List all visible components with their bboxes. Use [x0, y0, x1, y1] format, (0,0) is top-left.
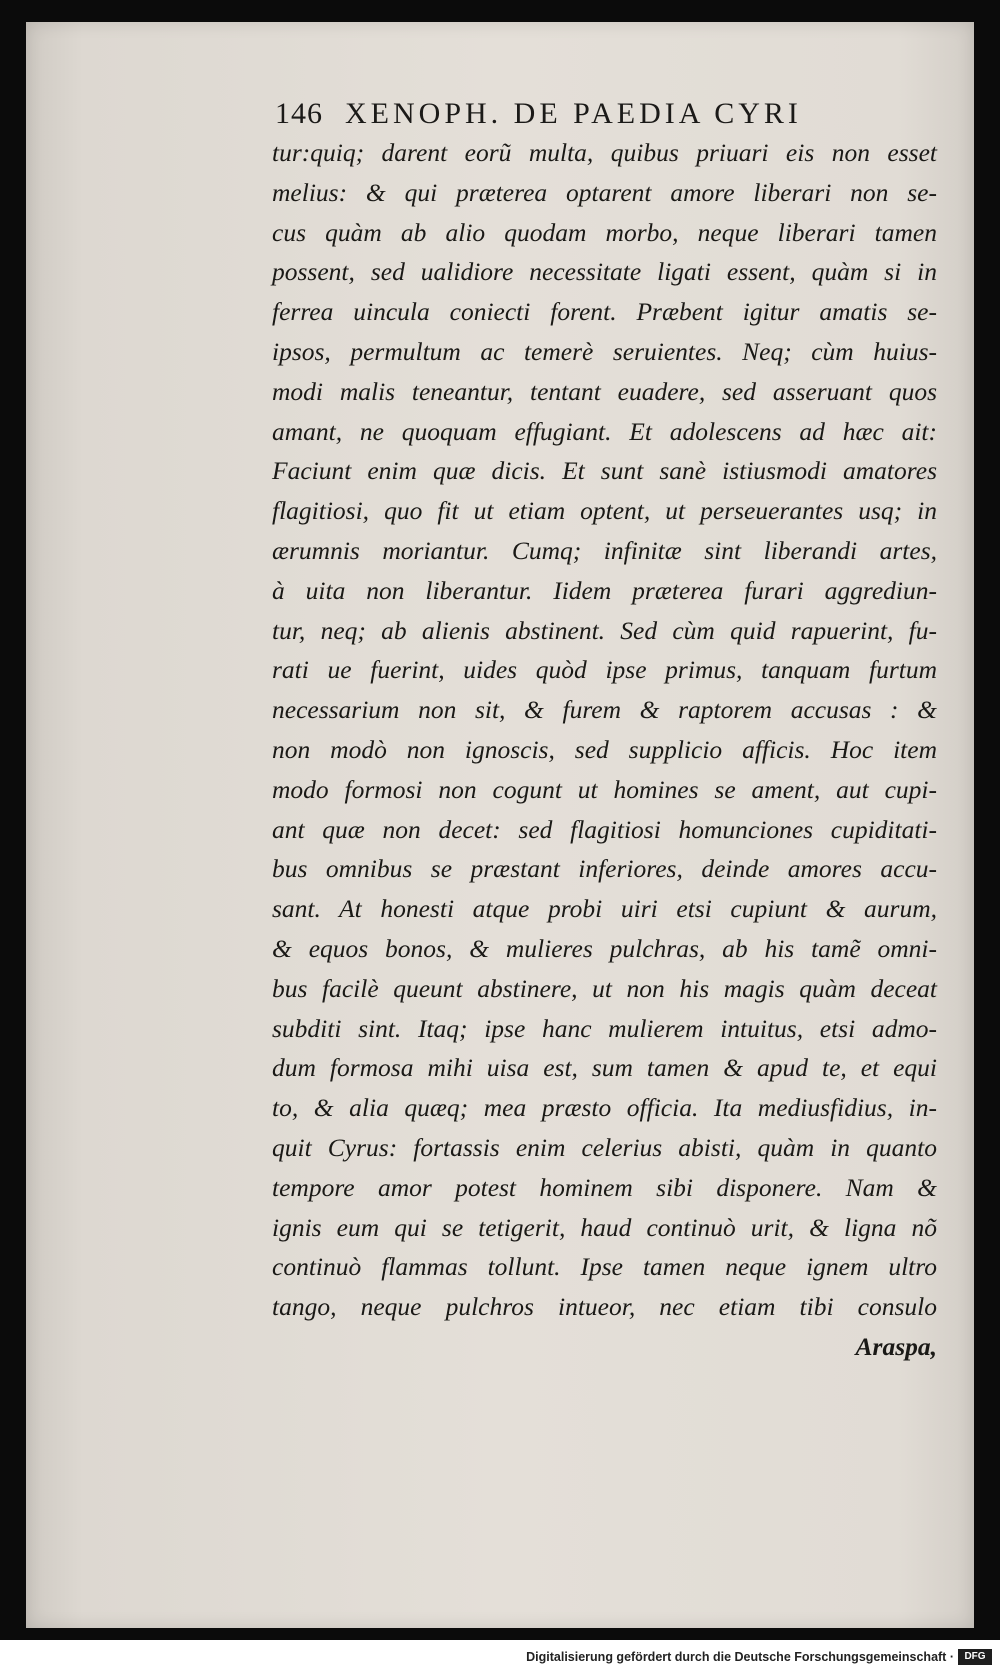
- text-line: quit Cyrus: fortassis enim celerius abisti, quàm in quanto: [272, 1132, 937, 1162]
- text-line: modo formosi non cogunt ut homines se ament, aut cupi-: [272, 774, 937, 804]
- text-line: ignis eum qui se tetigerit, haud continuò urit, & ligna nõ: [272, 1212, 937, 1242]
- running-head: [275, 97, 875, 131]
- text-line: ferrea uincula coniecti forent. Prӕbent igitur amatis se-: [272, 297, 937, 327]
- text-line: dum formosa mihi uisa est, sum tamen & apud te, et equi: [272, 1053, 937, 1083]
- text-line: & equos bonos, & mulieres pulchras, ab his tamẽ omni-: [272, 933, 937, 963]
- text-line: ant quӕ non decet: sed flagitiosi homunciones cupiditati-: [272, 814, 937, 844]
- text-line: non modò non ignoscis, sed supplicio afficis. Hoc item: [272, 734, 937, 764]
- text-line: tur, neq; ab alienis abstinent. Sed cùm quid rapuerint, fu-: [272, 615, 937, 645]
- text-line: bus omnibus se prӕstant inferiores, deinde amores accu-: [272, 854, 937, 884]
- dfg-logo: DFG: [958, 1649, 992, 1665]
- text-line: Faciunt enim quӕ dicis. Et sunt sanè istiusmodi amatores: [272, 456, 937, 486]
- text-line: continuò flammas tollunt. Ipse tamen neque ignem ultro: [272, 1252, 937, 1282]
- text-line: tempore amor potest hominem sibi disponere. Nam &: [272, 1172, 937, 1202]
- text-line: melius: & qui prӕterea optarent amore liberari non se-: [272, 177, 937, 207]
- text-line: rati ue fuerint, uides quòd ipse primus, tanquam furtum: [272, 655, 937, 685]
- text-line: modi malis teneantur, tentant euadere, sed asseruant quos: [272, 376, 937, 406]
- text-line: ipsos, permultum ac temerè seruientes. Neq; cùm huius-: [272, 336, 937, 366]
- page-number: 146: [275, 97, 323, 130]
- text-line: possent, sed ualidiore necessitate ligati essent, quàm si in: [272, 257, 937, 287]
- footer-bar: [0, 1640, 1000, 1677]
- text-line: à uita non liberantur. Iidem prӕterea furari aggrediun-: [272, 575, 937, 605]
- funding-credit: Digitalisierung gefördert durch die Deutsche Forschungsgemeinschaft ·: [526, 1650, 954, 1664]
- text-line: subditi sint. Itaq; ipse hanc mulierem intuitus, etsi admo-: [272, 1013, 937, 1043]
- text-line: ӕrumnis moriantur. Cumq; infinitӕ sint liberandi artes,: [272, 535, 937, 565]
- catchword: Araspa,: [855, 1331, 937, 1361]
- text-line: tango, neque pulchros intueor, nec etiam tibi consulo: [272, 1292, 937, 1322]
- text-line: tur:quiq; darent eorũ multa, quibus priuari eis non esset: [272, 138, 937, 167]
- text-line: bus facilè queunt abstinere, ut non his magis quàm deceat: [272, 973, 937, 1003]
- text-line: flagitiosi, quo fit ut etiam optent, ut perseuerantes usq; in: [272, 496, 937, 526]
- text-line: sant. At honesti atque probi uiri etsi cupiunt & aurum,: [272, 894, 937, 924]
- text-line: to, & alia quӕq; mea prӕsto officia. Ita mediusfidius, in-: [272, 1093, 937, 1123]
- running-title: XENOPH. DE PAEDIA CYRI: [345, 97, 802, 130]
- text-line: amant, ne quoquam effugiant. Et adolescens ad hӕc ait:: [272, 416, 937, 446]
- text-line: necessarium non sit, & furem & raptorem accusas : &: [272, 695, 937, 725]
- text-line: cus quàm ab alio quodam morbo, neque liberari tamen: [272, 217, 937, 247]
- body-text: [272, 133, 937, 1367]
